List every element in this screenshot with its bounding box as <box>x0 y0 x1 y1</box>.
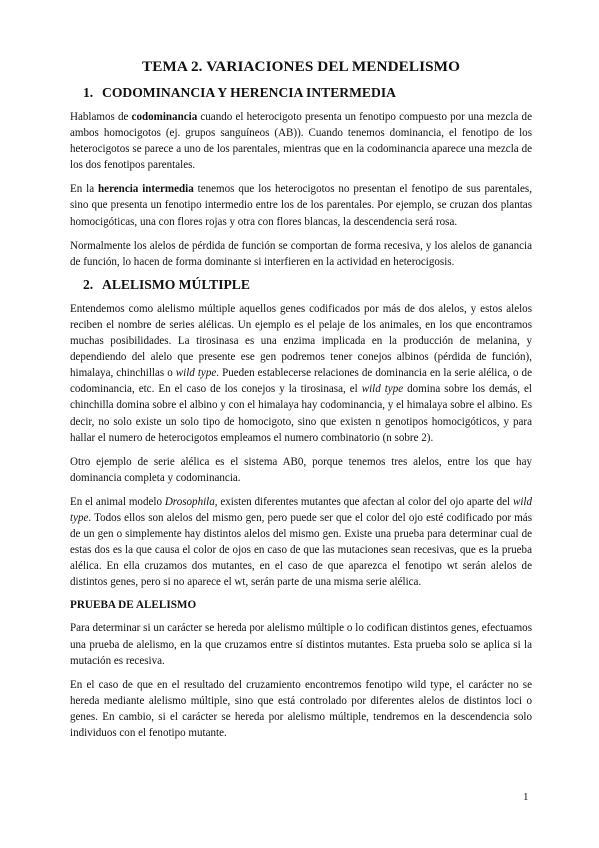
italic-term: wild type <box>175 367 217 380</box>
paragraph-prueba-resultado: En el caso de que en el resultado del cruzamiento encontremos fenotipo wild type, el carácter no se hereda mediante alelismo múltiple, sino que está controlado por diferentes alelos de distintos loci o genes. En cambio, si el carácter se hereda por alelismo múltiple, tendremos en la descendencia solo individuos con el fenotipo mutante. <box>70 678 532 739</box>
subsection-heading-prueba-alelismo: PRUEBA DE ALELISMO <box>70 599 197 612</box>
paragraph-alelismo-definicion <box>70 301 532 446</box>
text-run: tenemos que los heterocigotos no presentan el fenotipo de sus parentales, sino que presenta un fenotipo intermedio entre los de los parentales. Por ejemplo, se cruzan dos plantas homocigóticas, una con flores rojas y otra con flores blancas, la descendencia será rosa. <box>70 183 532 228</box>
section-number: 1. <box>83 85 94 100</box>
text-run: . Pueden establecerse relaciones de dominancia en la serie alélica, o de codominancia, etc. En el caso de los conejos y la tirosinasa, el <box>70 367 532 396</box>
text-run: domina sobre los demás, el chinchilla domina sobre el albino y con el himalaya hay codominancia, y el himalaya sobre el albino. Es decir, no solo existe un solo tipo de homocigoto, sino que existen n genotipos homocigóticos, y para hallar el numero de heterocigotos empleamos el numero combinatorio (n sobre 2). <box>70 383 532 444</box>
paragraph-alelos-funcion: Normalmente los alelos de pérdida de función se comportan de forma recesiva, y los alelos de ganancia de función, lo hacen de forma dominante si interfieren en la actividad en heterocigosis. <box>70 239 532 268</box>
section-heading-alelismo-multiple <box>70 277 532 293</box>
text-run: En la <box>70 183 99 196</box>
text-run: cuando el heterocigoto presenta un fenotipo compuesto por una mezcla de ambos homocigotos (ej. grupos sanguíneos (AB)). Cuando tenemos dominancia, el fenotipo de los heterocigotos se parece a uno de los parentales, mientras que en la codominancia aparece una mezcla de los dos fenotipos parentales. <box>70 111 532 172</box>
paragraph-herencia-intermedia <box>70 181 532 229</box>
text-run: Entendemos como alelismo múltiple aquellos genes codificados por más de dos alelos, y estos alelos reciben el nombre de series alélicas. Un ejemplo es el pelaje de los animales, en los que encontramos muchas posibilidades. La tirosinasa es una enzima implicada en la producción de melanina, y dependiendo del alelo que presente ese gen podremos tener conejos albinos (pérdida de función), himalaya, chinchillas o <box>70 302 532 380</box>
text-run: Hablamos de <box>70 111 132 123</box>
paragraph-codominancia <box>70 109 532 173</box>
page-title: TEMA 2. VARIACIONES DEL MENDELISMO <box>141 58 461 75</box>
document-body <box>70 58 532 749</box>
text-run: . Todos ellos son alelos del mismo gen, pero puede ser que el color del ojo esté codificado por más de un gen o simplemente hay distintos alelos del mismo gen. Existe una prueba para determinar cual de estas dos es la que causa el color de ojos en caso de que las mutaciones sean recesivas, que es la prueba alélica. En ella cruzamos dos mutantes, en el caso de que aparezca el fenotipo wt serán alelos de distintos genes, pero si no aparece el wt, serán parte de una misma serie alélica. <box>70 511 532 589</box>
section-heading-text: ALELISMO MÚLTIPLE <box>102 276 250 292</box>
bold-term: herencia intermedia <box>98 183 194 196</box>
page-number: 1 <box>523 791 529 803</box>
section-number: 2. <box>83 276 94 292</box>
bold-term: codominancia <box>131 111 198 123</box>
text-run: En el animal modelo <box>70 495 165 508</box>
italic-term: wild type <box>70 495 532 524</box>
italic-term: wild type <box>361 383 404 396</box>
italic-term: Drosophila <box>164 495 215 508</box>
paragraph-drosophila <box>70 494 532 591</box>
paragraph-sistema-ab0: Otro ejemplo de serie alélica es el sistema AB0, porque tenemos tres alelos, entre los que hay dominancia completa y codominancia. <box>70 455 532 484</box>
section-heading-codominancia <box>70 85 532 101</box>
text-run: , existen diferentes mutantes que afectan al color del ojo aparte del <box>214 495 513 508</box>
section-heading-text: CODOMINANCIA Y HERENCIA INTERMEDIA <box>102 85 396 100</box>
paragraph-prueba-definicion: Para determinar si un carácter se hereda por alelismo múltiple o lo codifican distintos genes, efectuamos una prueba de alelismo, en la que cruzamos entre sí distintos mutantes. Esta prueba solo se aplica si la mutación es recesiva. <box>70 622 532 667</box>
